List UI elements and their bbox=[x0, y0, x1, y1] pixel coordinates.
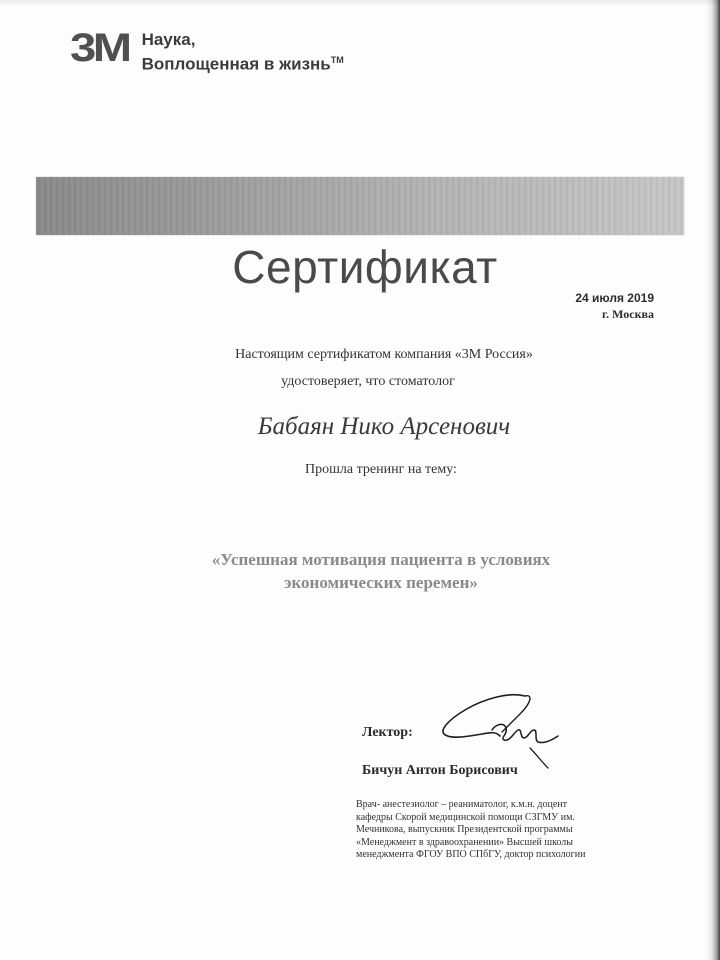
lector-bio-line: кафедры Скорой медицинской помощи СЗГМУ им. bbox=[356, 811, 575, 823]
scan-edge-top bbox=[0, 0, 720, 6]
completed-training-text: Прошла тренинг на тему: bbox=[305, 462, 457, 477]
logo-tagline-text: Воплощенная в жизнь bbox=[141, 54, 331, 74]
company-logo bbox=[70, 26, 344, 75]
logo-tagline-line2 bbox=[142, 50, 344, 75]
trademark-sign: TM bbox=[330, 55, 344, 65]
certificate-title: Сертификат bbox=[232, 241, 498, 293]
topic-line-2: экономических перемен» bbox=[284, 573, 478, 592]
training-topic bbox=[0, 548, 720, 594]
certificate-city: г. Москва bbox=[602, 307, 654, 321]
logo-tagline-line1: Наука, bbox=[141, 30, 196, 49]
logo-mark: 3M bbox=[70, 26, 129, 70]
intro-line-2: удостоверяет, что стоматолог bbox=[281, 374, 455, 389]
logo-tagline bbox=[142, 30, 344, 75]
recipient-name: Бабаян Нико Арсенович bbox=[257, 413, 511, 440]
intro-line-1: Настоящим сертификатом компания «3М Россия» bbox=[235, 347, 533, 362]
lector-label: Лектор: bbox=[362, 725, 413, 740]
lector-bio-line: Врач- анестезиолог – реаниматолог, к.м.н. доцент bbox=[356, 799, 568, 810]
lector-name: Бичун Антон Борисович bbox=[362, 763, 518, 778]
lector-bio-line: менеджмента ФГОУ ВПО СПбГУ, доктор психологии bbox=[356, 849, 586, 861]
scan-edge-right bbox=[706, 0, 720, 960]
gray-banner bbox=[36, 177, 684, 235]
lector-bio-line: Мечникова, выпускник Президентской программы bbox=[356, 824, 573, 836]
lector-bio bbox=[356, 799, 646, 862]
certificate-date: 24 июля 2019 bbox=[575, 291, 654, 305]
date-block bbox=[575, 290, 654, 322]
lector-bio-line: «Менеджмент в здравоохранении» Высшей школы bbox=[356, 836, 573, 848]
topic-line-1: «Успешная мотивация пациента в условиях bbox=[211, 550, 551, 569]
